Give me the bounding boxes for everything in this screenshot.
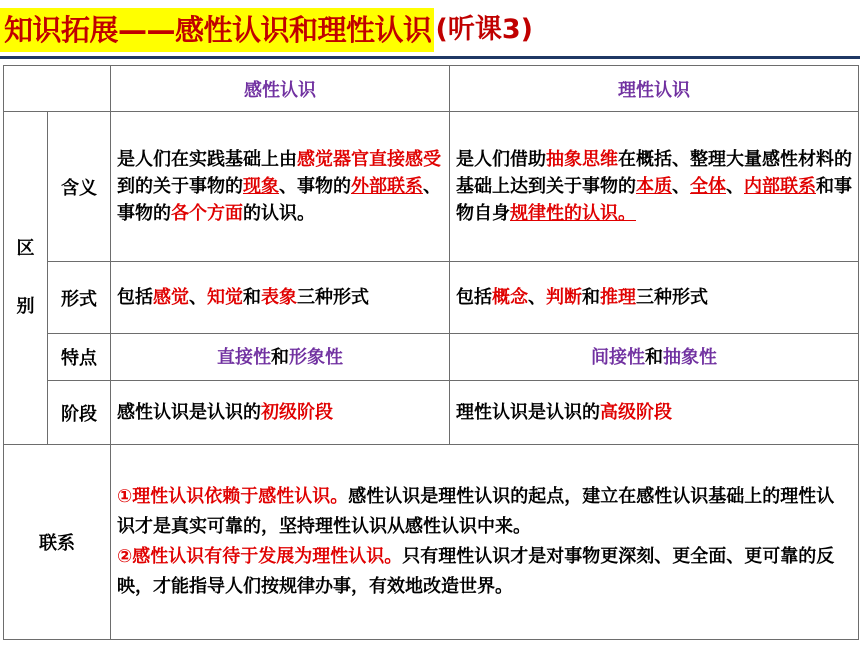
- table-header-row: [4, 66, 859, 112]
- row-label-stage: 阶段: [48, 381, 111, 445]
- comparison-table: [3, 65, 859, 640]
- connection-item-2: ②感性认识有待于发展为理性认识。只有理性认识才是对事物更深刻、更全面、更可靠的反映，才能指导人们按规律办事，有效地改造世界。: [117, 546, 835, 597]
- table-row-stage: [4, 381, 859, 445]
- page-title: [0, 8, 533, 52]
- meaning-perceptual: 是人们在实践基础上由感觉器官直接感受到的关于事物的现象、事物的外部联系、事物的各个方面的认识。: [111, 112, 450, 262]
- row-label-form: 形式: [48, 262, 111, 334]
- table-row-form: [4, 262, 859, 334]
- stage-perceptual: 感性认识是认识的初级阶段: [111, 381, 450, 445]
- table-row-connection: [4, 445, 859, 640]
- header-rational: 理性认识: [450, 66, 859, 112]
- title-main: 知识拓展——感性认识和理性认识: [0, 8, 434, 52]
- connection-content: [111, 445, 859, 640]
- form-rational: 包括概念、判断和推理三种形式: [450, 262, 859, 334]
- feature-rational: 间接性和抽象性: [450, 334, 859, 381]
- title-sub: (听课3): [435, 14, 533, 45]
- row-label-connection: 联系: [4, 445, 111, 640]
- connection-item-1: ①理性认识依赖于感性认识。感性认识是理性认识的起点，建立在感性认识基础上的理性认识才是真实可靠的，坚持理性认识从感性认识中来。: [117, 486, 835, 537]
- header-perceptual: 感性认识: [111, 66, 450, 112]
- stage-rational: 理性认识是认识的高级阶段: [450, 381, 859, 445]
- table-row-meaning: [4, 112, 859, 262]
- corner-cell: [4, 66, 111, 112]
- feature-perceptual: 直接性和形象性: [111, 334, 450, 381]
- row-label-feature: 特点: [48, 334, 111, 381]
- meaning-rational: 是人们借助抽象思维在概括、整理大量感性材料的基础上达到关于事物的本质、全体、内部联系和事物自身规律性的认识。: [450, 112, 859, 262]
- title-divider: [0, 56, 860, 59]
- row-label-meaning: 含义: [48, 112, 111, 262]
- distinction-label: 区 别: [4, 112, 48, 445]
- table-row-feature: [4, 334, 859, 381]
- form-perceptual: 包括感觉、知觉和表象三种形式: [111, 262, 450, 334]
